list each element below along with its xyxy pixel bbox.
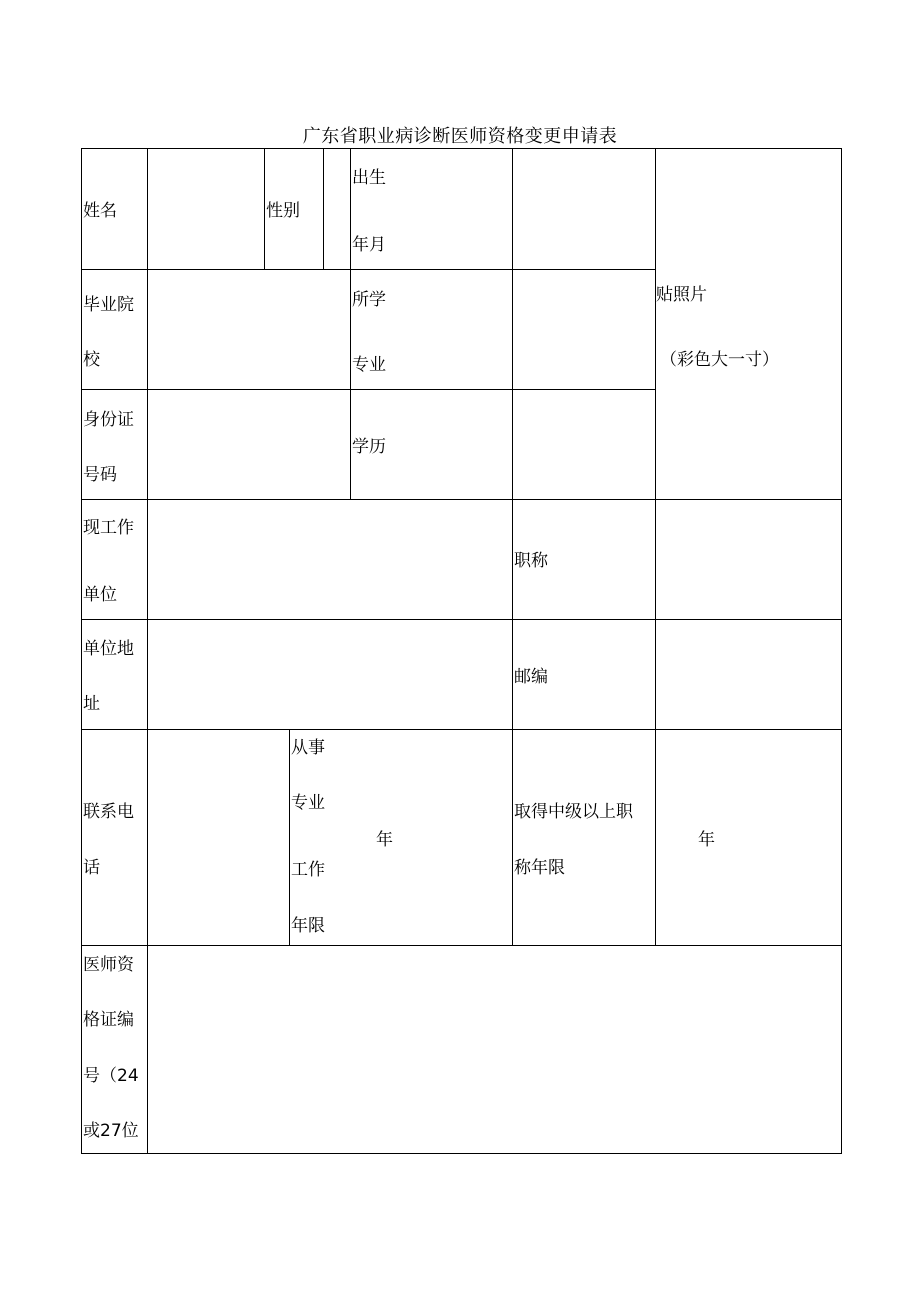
- label-major-line2: 专业: [352, 355, 386, 375]
- label-address-line2: 址: [83, 694, 100, 714]
- phone-field[interactable]: [148, 730, 289, 945]
- label-employer-line2: 单位: [83, 585, 117, 605]
- table-border-bottom: [81, 1153, 842, 1154]
- employer-field[interactable]: [148, 500, 512, 619]
- id-number-field[interactable]: [148, 390, 350, 499]
- label-school-line1: 毕业院: [83, 295, 134, 315]
- senior-title-years-field[interactable]: [656, 730, 841, 945]
- label-years-line4: 年限: [291, 916, 325, 936]
- table-border-right: [841, 148, 842, 1154]
- label-years-line3: 工作: [291, 860, 325, 880]
- label-name: 姓名: [83, 201, 117, 221]
- photo-slot[interactable]: [656, 149, 841, 499]
- label-birth-line2: 年月: [352, 235, 386, 255]
- label-senior-line1: 取得中级以上职: [514, 802, 633, 822]
- label-photo-line2: （彩色大一寸）: [660, 350, 779, 370]
- label-cert-line4: 或27位: [83, 1121, 139, 1141]
- label-education: 学历: [352, 437, 386, 457]
- years-unit: 年: [376, 830, 393, 850]
- professional-years-field[interactable]: [330, 730, 512, 945]
- label-id-line2: 号码: [83, 465, 117, 485]
- label-cert-line2: 格证编: [83, 1010, 134, 1030]
- label-photo-line1: 贴照片: [656, 285, 707, 305]
- label-cert-line3: 号（24: [83, 1066, 139, 1086]
- major-field[interactable]: [513, 270, 655, 389]
- postcode-field[interactable]: [656, 620, 841, 729]
- column-divider: [350, 148, 351, 499]
- school-field[interactable]: [148, 270, 350, 389]
- label-birth-line1: 出生: [352, 168, 386, 188]
- form-title: 广东省职业病诊断医师资格变更申请表: [302, 126, 618, 147]
- label-school-line2: 校: [83, 350, 100, 370]
- address-field[interactable]: [148, 620, 512, 729]
- label-cert-line1: 医师资: [83, 955, 134, 975]
- gender-field[interactable]: [324, 149, 350, 269]
- label-phone-line1: 联系电: [83, 802, 134, 822]
- label-years-line2: 专业: [291, 793, 325, 813]
- label-address-line1: 单位地: [83, 639, 134, 659]
- label-employer-line1: 现工作: [83, 518, 134, 538]
- title-rank-field[interactable]: [656, 500, 841, 619]
- column-divider: [264, 148, 265, 269]
- name-field[interactable]: [148, 149, 264, 269]
- label-phone-line2: 话: [83, 858, 100, 878]
- label-major-line1: 所学: [352, 290, 386, 310]
- table-border-left: [81, 148, 82, 1154]
- senior-years-unit: 年: [698, 830, 715, 850]
- label-years-line1: 从事: [291, 738, 325, 758]
- column-divider: [289, 729, 290, 945]
- label-postcode: 邮编: [514, 667, 548, 687]
- label-id-line1: 身份证: [83, 410, 134, 430]
- label-gender: 性别: [266, 201, 300, 221]
- birth-date-field[interactable]: [513, 149, 655, 269]
- certificate-number-field[interactable]: [148, 946, 841, 1153]
- label-senior-line2: 称年限: [514, 858, 565, 878]
- education-field[interactable]: [513, 390, 655, 499]
- label-title-rank: 职称: [514, 551, 548, 571]
